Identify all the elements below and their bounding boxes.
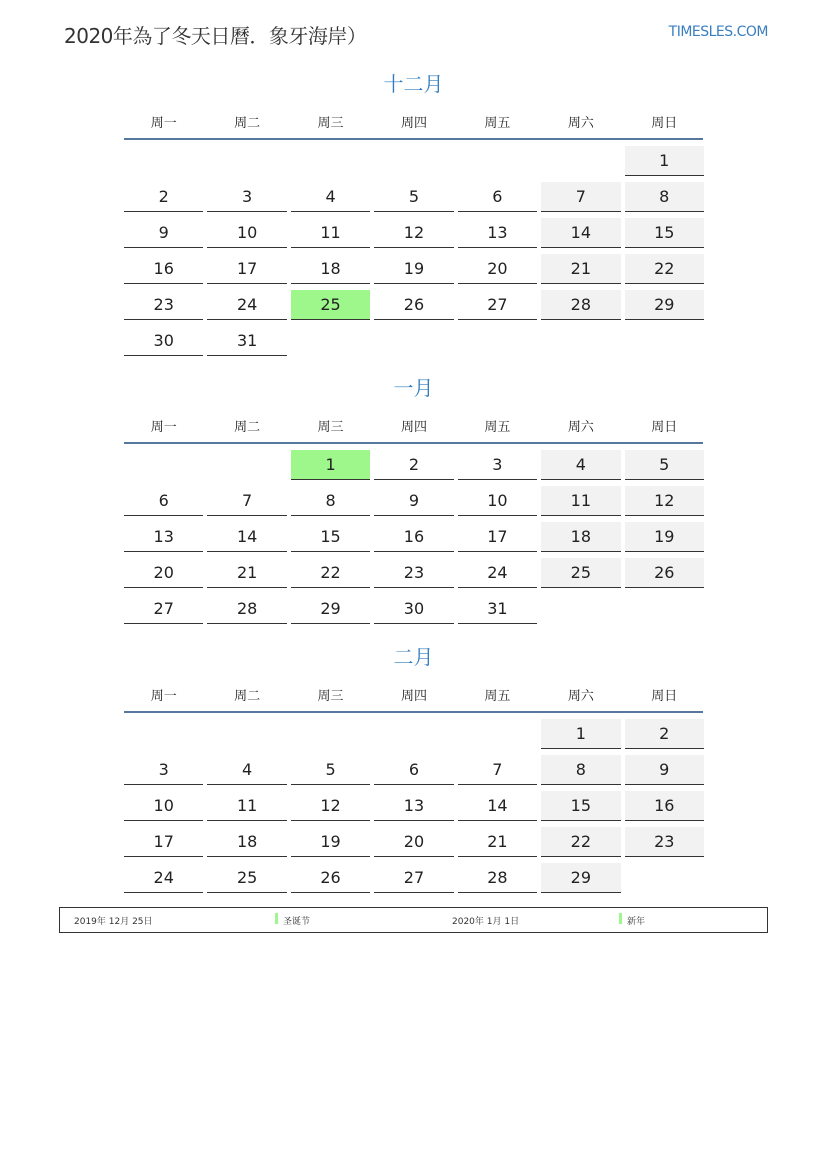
day-cell[interactable] [291,288,370,324]
legend-holiday-name: 新年 [627,917,646,927]
legend-color-mark [275,913,278,924]
weekday-label: 周四 [400,115,427,131]
day-cell[interactable] [124,324,203,360]
day-cell[interactable] [374,861,453,897]
weekday-label: 周三 [317,419,344,435]
day-cell[interactable] [124,861,203,897]
day-cell[interactable] [541,753,620,789]
day-cell[interactable] [541,861,620,897]
day-cell[interactable] [207,753,286,789]
day-cell[interactable] [374,180,453,216]
day-number: 17 [458,522,537,552]
day-number: 27 [458,290,537,320]
legend-date: 2019年 12月 25日 [74,917,153,927]
day-number: 15 [541,791,620,821]
day-number: 25 [541,558,620,588]
day-number: 18 [207,827,286,857]
day-cell[interactable] [207,288,286,324]
day-number: 13 [374,791,453,821]
day-grid [124,144,703,360]
day-cell[interactable] [207,484,286,520]
day-number: 16 [374,522,453,552]
day-number: 8 [291,486,370,516]
day-number: 4 [207,755,286,785]
day-cell[interactable] [374,825,453,861]
empty-cell [207,144,286,180]
day-number: 28 [458,863,537,893]
day-number: 2 [374,450,453,480]
day-cell[interactable] [124,484,203,520]
day-cell[interactable] [458,861,537,897]
day-cell[interactable] [625,448,704,484]
day-cell[interactable] [124,288,203,324]
day-number: 24 [458,558,537,588]
weekday-label: 周二 [234,688,261,704]
day-number: 17 [207,254,286,284]
day-number: 1 [291,450,370,480]
day-number: 20 [124,558,203,588]
day-cell[interactable] [207,861,286,897]
day-grid [124,448,703,628]
day-cell[interactable] [207,520,286,556]
day-number: 11 [291,218,370,248]
day-number: 6 [124,486,203,516]
day-cell[interactable] [291,556,370,592]
empty-cell [541,144,620,180]
empty-cell [207,448,286,484]
day-cell[interactable] [625,717,704,753]
empty-cell [291,144,370,180]
day-cell[interactable] [124,789,203,825]
day-number: 2 [625,719,704,749]
weekday-label: 周六 [567,688,594,704]
weekday-label: 周四 [400,419,427,435]
day-number: 28 [541,290,620,320]
day-cell[interactable] [541,216,620,252]
day-number: 24 [124,863,203,893]
day-cell[interactable] [458,753,537,789]
day-number: 12 [374,218,453,248]
day-number: 19 [625,522,704,552]
day-cell[interactable] [207,556,286,592]
day-cell[interactable] [458,180,537,216]
day-number: 3 [207,182,286,212]
day-cell[interactable] [458,484,537,520]
weekday-label: 周四 [400,688,427,704]
day-number: 23 [124,290,203,320]
day-cell[interactable] [541,484,620,520]
day-cell[interactable] [458,520,537,556]
day-number: 14 [541,218,620,248]
day-number: 12 [291,791,370,821]
day-cell[interactable] [374,556,453,592]
day-cell[interactable] [207,789,286,825]
day-number: 14 [207,522,286,552]
day-number: 21 [541,254,620,284]
day-number: 5 [374,182,453,212]
weekday-label: 周五 [484,419,511,435]
day-cell[interactable] [291,448,370,484]
day-cell[interactable] [625,484,704,520]
empty-cell [124,448,203,484]
day-cell[interactable] [458,448,537,484]
day-cell[interactable] [541,448,620,484]
day-cell[interactable] [625,180,704,216]
day-cell[interactable] [291,180,370,216]
day-number: 1 [541,719,620,749]
day-cell[interactable] [291,825,370,861]
day-cell[interactable] [625,216,704,252]
day-cell[interactable] [207,216,286,252]
day-cell[interactable] [291,252,370,288]
day-number: 5 [291,755,370,785]
month-title: 十二月 [383,72,444,96]
weekday-label: 周一 [150,115,177,131]
day-number: 16 [124,254,203,284]
day-cell[interactable] [625,288,704,324]
day-number: 8 [541,755,620,785]
day-number: 18 [541,522,620,552]
day-number: 26 [374,290,453,320]
day-cell[interactable] [291,592,370,628]
day-cell[interactable] [374,288,453,324]
day-cell[interactable] [374,484,453,520]
day-cell[interactable] [374,520,453,556]
day-number: 25 [207,863,286,893]
day-number: 1 [625,146,704,176]
empty-cell [458,144,537,180]
weekday-label: 周六 [567,115,594,131]
empty-cell [374,144,453,180]
day-cell[interactable] [207,592,286,628]
day-cell[interactable] [541,717,620,753]
day-number: 17 [124,827,203,857]
day-cell[interactable] [124,825,203,861]
day-cell[interactable] [374,592,453,628]
weekday-header [124,104,703,140]
day-cell[interactable] [541,520,620,556]
weekday-label: 周日 [651,115,678,131]
day-cell[interactable] [458,556,537,592]
empty-cell [291,717,370,753]
day-number: 4 [291,182,370,212]
day-cell[interactable] [458,216,537,252]
day-number: 19 [374,254,453,284]
page-title: 2020年為了冬天日曆．象牙海岸） [64,24,367,48]
day-number: 31 [207,326,286,356]
day-cell[interactable] [291,216,370,252]
day-number: 13 [458,218,537,248]
day-cell[interactable] [124,592,203,628]
day-cell[interactable] [374,789,453,825]
day-cell[interactable] [625,144,704,180]
empty-cell [374,717,453,753]
day-number: 21 [458,827,537,857]
site-link[interactable]: TIMESLES.COM [668,24,768,40]
day-number: 22 [541,827,620,857]
day-number: 6 [458,182,537,212]
day-cell[interactable] [124,252,203,288]
day-cell[interactable] [124,216,203,252]
day-number: 7 [458,755,537,785]
legend-color-mark [619,913,622,924]
month-january [124,374,703,628]
day-number: 15 [625,218,704,248]
day-number: 20 [374,827,453,857]
empty-cell [207,717,286,753]
day-cell[interactable] [291,484,370,520]
day-cell[interactable] [207,180,286,216]
day-cell[interactable] [291,520,370,556]
day-cell[interactable] [291,789,370,825]
day-number: 29 [291,594,370,624]
legend-holiday-name: 圣诞节 [283,917,311,927]
weekday-header [124,408,703,444]
day-number: 9 [374,486,453,516]
empty-cell [124,717,203,753]
day-number: 28 [207,594,286,624]
day-cell[interactable] [541,789,620,825]
day-cell[interactable] [458,592,537,628]
day-cell[interactable] [541,556,620,592]
day-number: 14 [458,791,537,821]
day-number: 8 [625,182,704,212]
day-cell[interactable] [541,252,620,288]
weekday-header [124,677,703,713]
day-number: 22 [291,558,370,588]
weekday-label: 周五 [484,115,511,131]
day-cell[interactable] [625,753,704,789]
weekday-label: 周二 [234,115,261,131]
weekday-label: 周六 [567,419,594,435]
day-cell[interactable] [458,825,537,861]
weekday-label: 周二 [234,419,261,435]
month-december [124,70,703,360]
day-number: 7 [207,486,286,516]
month-february [124,643,703,897]
weekday-label: 周日 [651,419,678,435]
day-cell[interactable] [124,180,203,216]
day-number: 2 [124,182,203,212]
weekday-label: 周三 [317,688,344,704]
weekday-label: 周五 [484,688,511,704]
day-cell[interactable] [207,252,286,288]
day-number: 27 [124,594,203,624]
day-number: 25 [291,290,370,320]
day-cell[interactable] [291,753,370,789]
day-cell[interactable] [625,556,704,592]
day-cell[interactable] [374,753,453,789]
day-number: 18 [291,254,370,284]
day-number: 22 [625,254,704,284]
day-cell[interactable] [625,825,704,861]
day-number: 10 [207,218,286,248]
day-number: 23 [625,827,704,857]
day-cell[interactable] [541,180,620,216]
day-number: 30 [374,594,453,624]
day-number: 26 [625,558,704,588]
day-cell[interactable] [541,288,620,324]
day-number: 29 [625,290,704,320]
day-number: 7 [541,182,620,212]
day-number: 19 [291,827,370,857]
legend-date: 2020年 1月 1日 [452,917,520,927]
day-number: 23 [374,558,453,588]
day-cell[interactable] [124,520,203,556]
day-number: 10 [458,486,537,516]
day-cell[interactable] [541,825,620,861]
day-cell[interactable] [124,556,203,592]
day-number: 29 [541,863,620,893]
day-cell[interactable] [374,252,453,288]
day-cell[interactable] [374,448,453,484]
day-cell[interactable] [625,789,704,825]
day-number: 10 [124,791,203,821]
day-cell[interactable] [458,789,537,825]
day-cell[interactable] [374,216,453,252]
day-number: 12 [625,486,704,516]
day-number: 24 [207,290,286,320]
day-number: 3 [124,755,203,785]
day-cell[interactable] [207,825,286,861]
day-cell[interactable] [124,753,203,789]
month-title: 一月 [393,376,434,400]
day-number: 5 [625,450,704,480]
day-number: 9 [124,218,203,248]
day-number: 15 [291,522,370,552]
day-cell[interactable] [458,288,537,324]
day-number: 26 [291,863,370,893]
day-number: 13 [124,522,203,552]
day-number: 3 [458,450,537,480]
day-number: 20 [458,254,537,284]
day-cell[interactable] [291,861,370,897]
day-number: 16 [625,791,704,821]
empty-cell [124,144,203,180]
weekday-label: 周一 [150,688,177,704]
day-cell[interactable] [625,520,704,556]
empty-cell [458,717,537,753]
day-number: 11 [207,791,286,821]
month-title: 二月 [393,645,434,669]
day-cell[interactable] [458,252,537,288]
weekday-label: 周一 [150,419,177,435]
day-cell[interactable] [625,252,704,288]
day-number: 6 [374,755,453,785]
weekday-label: 周日 [651,688,678,704]
weekday-label: 周三 [317,115,344,131]
day-number: 27 [374,863,453,893]
day-number: 30 [124,326,203,356]
day-cell[interactable] [207,324,286,360]
holiday-legend [59,907,768,933]
day-number: 11 [541,486,620,516]
day-number: 9 [625,755,704,785]
day-number: 4 [541,450,620,480]
day-grid [124,717,703,897]
day-number: 21 [207,558,286,588]
day-number: 31 [458,594,537,624]
